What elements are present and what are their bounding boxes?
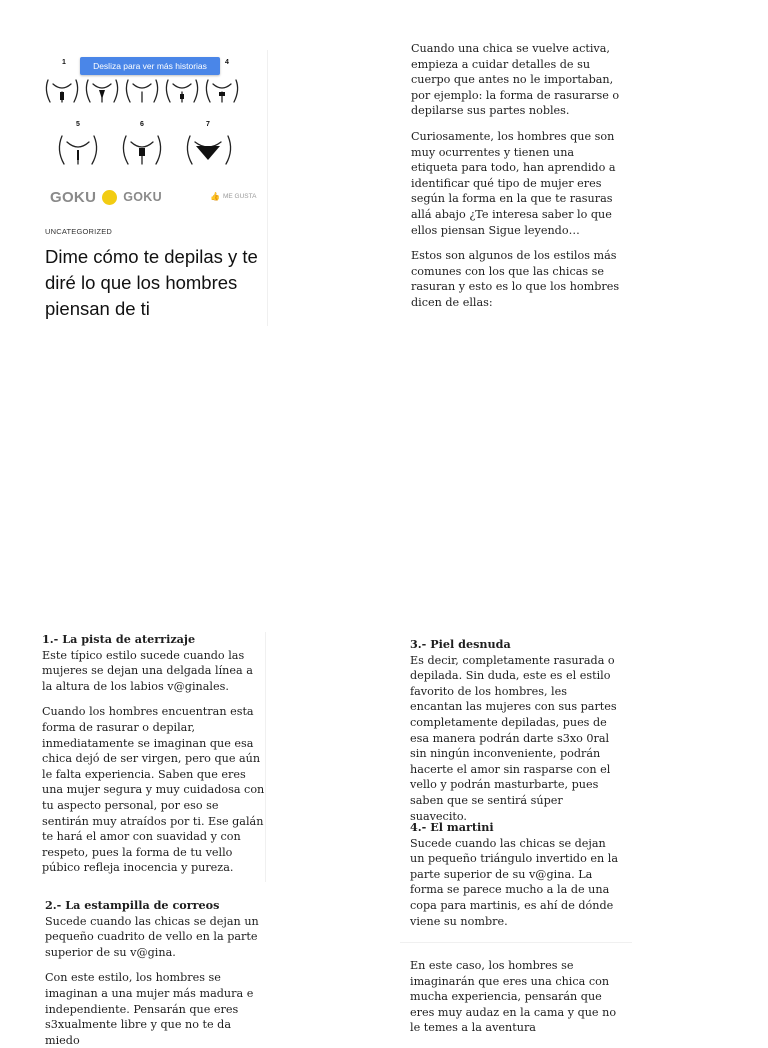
intro-text bbox=[411, 41, 623, 311]
paragraph: Estos son algunos de los estilos más comunes con los que las chicas se rasuran y esto es lo que los hombres dicen de ellas: bbox=[411, 249, 620, 309]
section-body: Con este estilo, los hombres se imaginan a una mujer más madura e independiente. Pensarán que eres s3xualmente libre y que no te da miedo bbox=[45, 971, 254, 1047]
section-martini-continued bbox=[410, 958, 622, 1035]
section-lead: Sucede cuando las chicas se dejan un pequeño cuadrito de vello en la parte superior de su v@gina. bbox=[45, 914, 259, 959]
like-label: ME GUSTA bbox=[222, 193, 257, 200]
section-lead: Este típico estilo sucede cuando las mujeres se dejan una delgada línea a la altura de los labios v@ginales. bbox=[42, 648, 253, 693]
like-button[interactable] bbox=[210, 192, 256, 201]
category-label[interactable]: UNCATEGORIZED bbox=[45, 227, 113, 236]
brand-name-secondary: GOKU bbox=[123, 190, 162, 204]
section-body: Es decir, completamente rasurada o depilada. Sin duda, este es el estilo favorito de los hombres, les encantan las mujeres con sus partes completamente depiladas, pues de esa manera podrán darte s3xo 0ral sin ningún inconveniente, podrán hacerte el amor sin rasparse con el vello y podrán masturbarte, pues saben que se sentirá súper suavecito. bbox=[410, 653, 617, 823]
swipe-more-stories-button[interactable]: Desliza para ver más historias bbox=[80, 57, 220, 75]
paragraph: Cuando una chica se vuelve activa, empieza a cuidar detalles de su cuerpo que antes no le importaban, por ejemplo: la forma de rasurarse o depilarse sus partes nobles. bbox=[411, 42, 620, 118]
divider bbox=[400, 942, 632, 943]
section-body: Cuando los hombres encuentran esta forma de rasurar o depilar, inmediatamente se imaginan que esa chica dejó de ser virgen, pero que aún le falta experiencia. Saben que eres una mujer segura y muy cuidadosa con tu aspecto personal, por eso se sentirán muy atraídos por ti. Ese galán te hará el amor con suavidad y con respeto, pues la forma de tu vello púbico refleja inocencia y pureza. bbox=[42, 705, 265, 875]
brand-logo bbox=[50, 187, 162, 207]
section-bare-skin bbox=[410, 637, 622, 824]
paragraph: Curiosamente, los hombres que son muy ocurrentes y tienen una etiqueta para todo, han aprendido a identificar qué tipo de mujer eres según la forma en la que te rasuras allá abajo ¿Te interesa saber lo que ellos piensan Sigue leyendo… bbox=[411, 129, 616, 237]
article-card[interactable] bbox=[36, 50, 268, 326]
figure-number: 5 bbox=[76, 121, 80, 128]
section-landing-strip bbox=[42, 632, 266, 882]
article-title[interactable]: Dime cómo te depilas y te diré lo que los hombres piensan de ti bbox=[45, 246, 258, 319]
section-heading: 2.- La estampilla de correos bbox=[45, 898, 220, 912]
figure-number: 1 bbox=[62, 59, 66, 66]
brand-dot-icon bbox=[102, 190, 117, 205]
brand-name: GOKU bbox=[50, 188, 97, 206]
section-heading: 3.- Piel desnuda bbox=[410, 637, 511, 651]
figure-number: 4 bbox=[225, 59, 229, 66]
section-postage-stamp bbox=[45, 898, 263, 1047]
section-body: En este caso, los hombres se imaginarán que eres una chica con mucha experiencia, pensarán que eres muy audaz en la cama y que no le temes a la aventura bbox=[410, 959, 617, 1035]
figure-number: 6 bbox=[140, 121, 144, 128]
section-heading: 4.- El martini bbox=[410, 820, 494, 834]
figure-number: 7 bbox=[206, 121, 210, 128]
section-martini bbox=[410, 820, 622, 929]
section-heading: 1.- La pista de aterrizaje bbox=[42, 632, 196, 646]
thumbs-up-icon: 👍 bbox=[210, 192, 220, 201]
section-body: Sucede cuando las chicas se dejan un pequeño triángulo invertido en la parte superior de su v@gina. La forma se parece mucho a la de una copa para martinis, es ahí de dónde viene su nombre. bbox=[410, 836, 618, 928]
